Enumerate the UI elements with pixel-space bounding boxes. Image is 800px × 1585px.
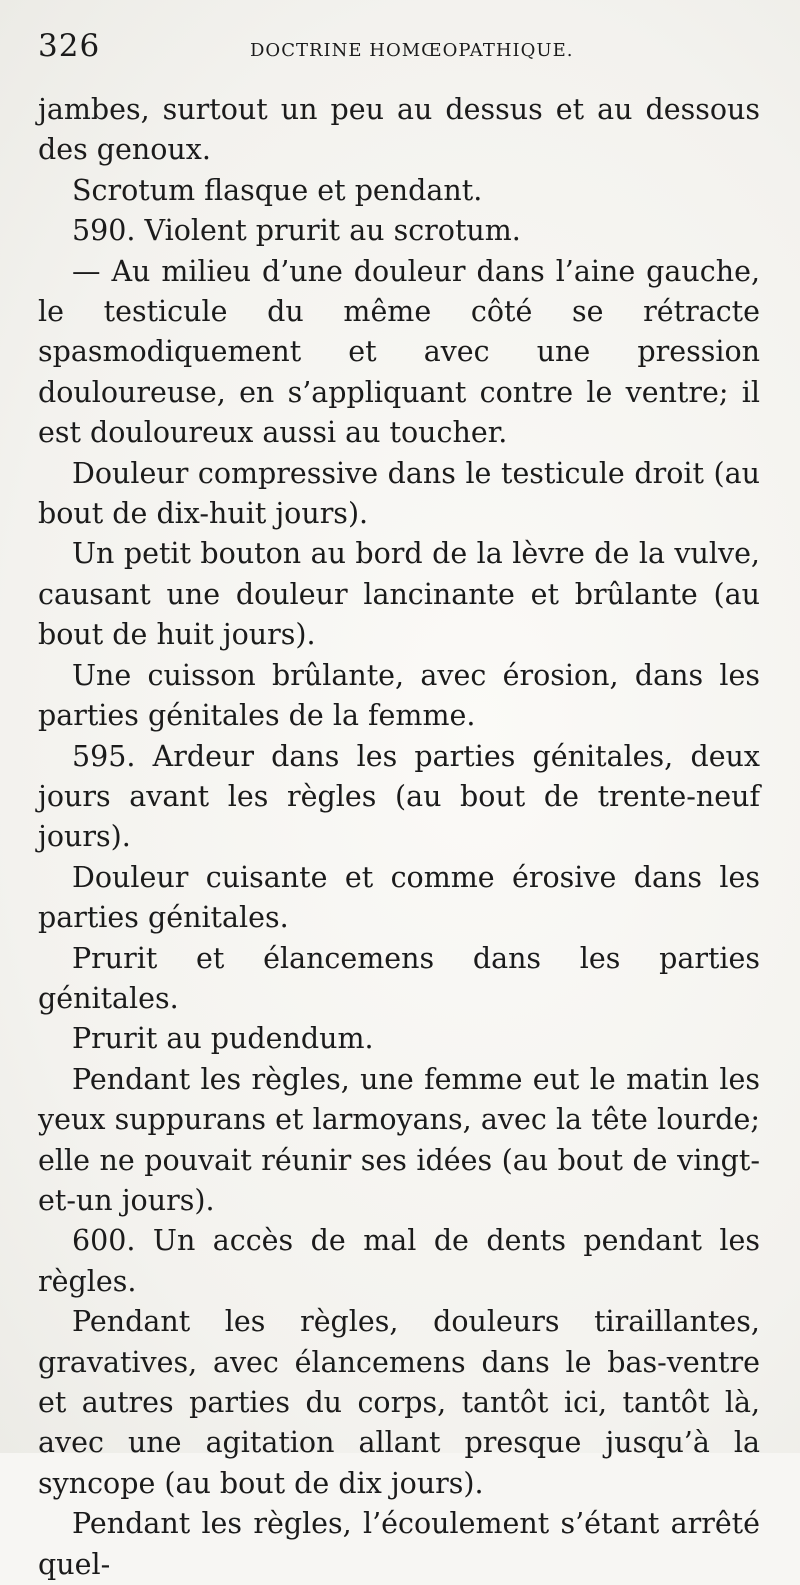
paragraph: — Au milieu d’une douleur dans l’aine gauche, le testicule du même côté se rétracte spasmodiquement et avec une pression douloureuse, en s’appliquant contre le ventre; il est douloureux aussi au toucher. — [38, 254, 760, 450]
paragraph: Pendant les règles, l’écoulement s’étant arrêté quel- — [38, 1507, 760, 1581]
body-text — [38, 90, 760, 1585]
page-number: 326 — [38, 28, 101, 64]
running-title: DOCTRINE HOMŒOPATHIQUE. — [250, 40, 574, 61]
paragraph: 590. Violent prurit au scrotum. — [72, 214, 521, 248]
paragraph: Un petit bouton au bord de la lèvre de la vulve, causant une douleur lancinante et brûlante (au bout de huit jours). — [38, 537, 760, 652]
paragraph: Douleur cuisante et comme érosive dans les parties génitales. — [38, 860, 760, 935]
page-header — [38, 28, 760, 82]
paragraph: Prurit et élancemens dans les parties génitales. — [38, 941, 760, 1015]
paragraph: Scrotum flasque et pendant. — [72, 173, 483, 207]
paragraph: Une cuisson brûlante, avec érosion, dans les parties génitales de la femme. — [38, 658, 760, 733]
paragraph: 595. Ardeur dans les parties génitales, deux jours avant les règles (au bout de trente-neuf jours). — [38, 739, 760, 854]
paragraph: Pendant les règles, une femme eut le matin les yeux suppurans et larmoyans, avec la tête lourde; elle ne pouvait réunir ses idées (au bout de vingt-et-un jours). — [38, 1062, 760, 1217]
paragraph: jambes, surtout un peu au dessus et au dessous des genoux. — [38, 93, 760, 167]
paragraph: Pendant les règles, douleurs tiraillantes, gravatives, avec élancemens dans le bas-ventre et autres parties du corps, tantôt ici, tantôt là, avec une agitation allant presque jusqu’à la syncope (au bout de dix jours). — [38, 1305, 760, 1500]
paragraph: 600. Un accès de mal de dents pendant les règles. — [38, 1224, 760, 1298]
paragraph: Prurit au pudendum. — [72, 1022, 374, 1056]
paragraph: Douleur compressive dans le testicule droit (au bout de dix-huit jours). — [38, 456, 760, 531]
